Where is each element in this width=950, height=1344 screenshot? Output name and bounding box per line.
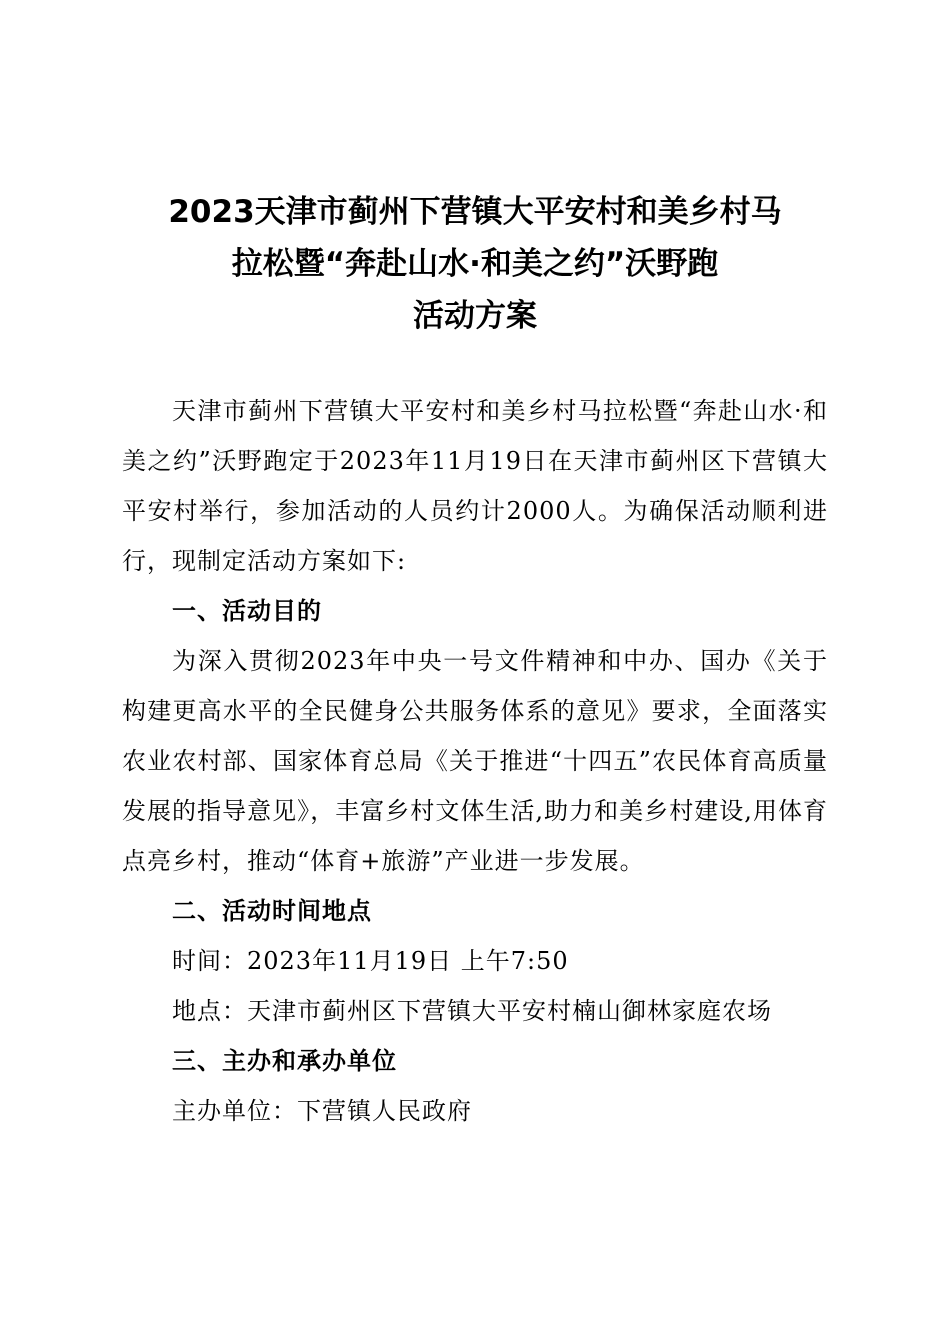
section-heading-purpose: 一、活动目的 — [172, 597, 322, 625]
section-heading-organizers: 三、主办和承办单位 — [172, 1047, 397, 1075]
intro-paragraph: 天津市蓟州下营镇大平安村和美乡村马拉松暨“奔赴山水·和美之约”沃野跑定于2023年11月19日在天津市蓟州区下营镇大平安村举行，参加活动的人员约计2000人。为确保活动顺利进行，现制定活动方案如下: — [122, 397, 828, 575]
event-place: 地点：天津市蓟州区下营镇大平安村楠山御林家庭农场 — [172, 997, 772, 1025]
purpose-paragraph: 为深入贯彻2023年中央一号文件精神和中办、国办《关于构建更高水平的全民健身公共服务体系的意见》要求，全面落实农业农村部、国家体育总局《关于推进“十四五”农民体育高质量发展的指导意见》，丰富乡村文体生活,助力和美乡村建设,用体育点亮乡村，推动“体育+旅游”产业进一步发展。 — [122, 647, 828, 875]
title-line-3: 活动方案 — [413, 298, 537, 334]
host-organization: 主办单位：下营镇人民政府 — [172, 1097, 472, 1125]
document-body — [122, 386, 828, 1136]
document-title — [100, 186, 850, 342]
event-time: 时间：2023年11月19日 上午7:50 — [172, 947, 569, 975]
title-line-1: 2023天津市蓟州下营镇大平安村和美乡村马 — [168, 194, 782, 230]
title-line-2: 拉松暨“奔赴山水·和美之约”沃野跑 — [231, 246, 719, 282]
section-heading-time-place: 二、活动时间地点 — [172, 897, 372, 925]
